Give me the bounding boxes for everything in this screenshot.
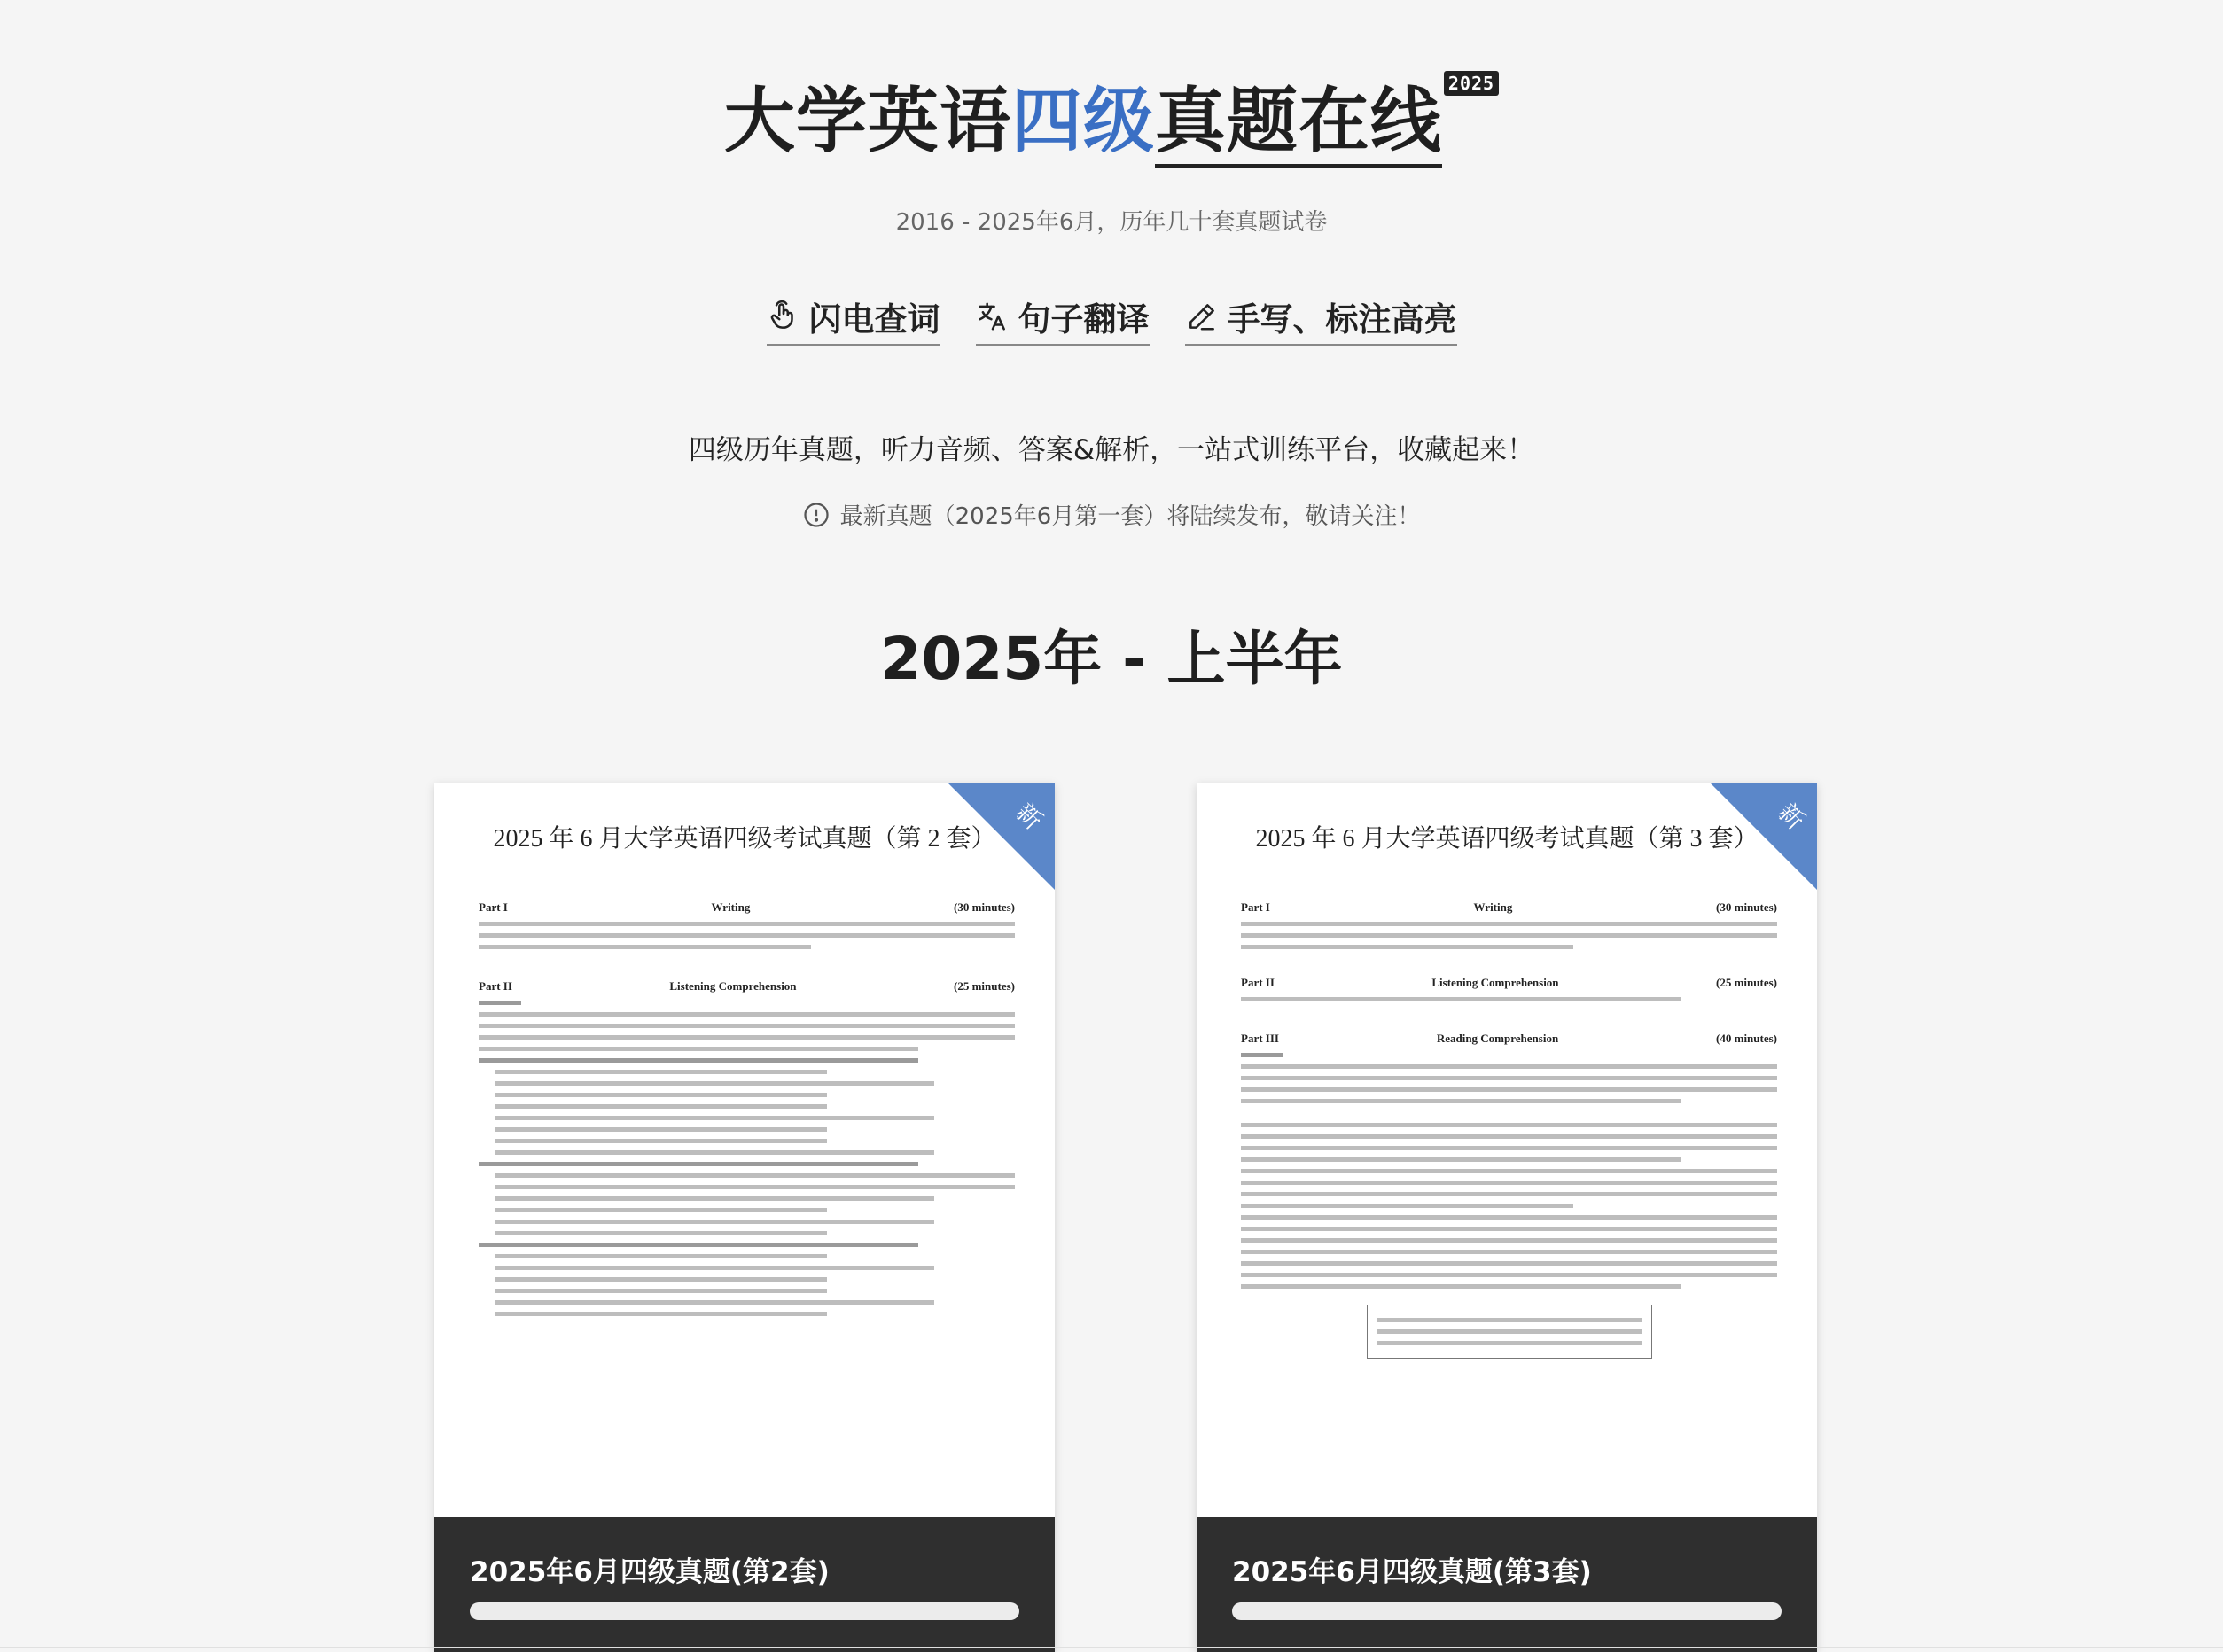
pencil-icon [1185,300,1219,333]
preview-part: Part I Writing (30 minutes) [479,900,1015,914]
feature-annotate[interactable] [1185,292,1457,346]
feature-lookup-label: 闪电查词 [808,300,940,339]
exam-card[interactable] [434,783,1055,1652]
card-overlay [434,1517,1055,1652]
title-part2: 真题在线 [1155,80,1442,168]
feature-lookup[interactable] [767,292,940,346]
title-part1: 大学英语 [723,80,1011,162]
tap-hand-icon [767,300,800,333]
feature-annotate-label: 手写、标注高亮 [1227,300,1457,339]
title-highlight: 四级 [1010,80,1155,162]
divider [0,1647,2223,1648]
progress-bar [470,1602,1019,1620]
card-overlay [1197,1517,1817,1652]
section-title: 2025年 - 上半年 [880,625,1343,693]
info-circle-icon [803,502,830,528]
preview-part: Part II Listening Comprehension (25 minutes) [479,979,1015,993]
preview-part: Part III Reading Comprehension (40 minutes) [1241,1032,1777,1045]
new-ribbon: 新 [948,783,1055,890]
card-title[interactable]: 2025年6月四级真题(第2套) [470,1556,830,1588]
new-ribbon: 新 [1711,783,1817,890]
exam-card[interactable] [1197,783,1817,1652]
preview-title: 2025 年 6 月大学英语四级考试真题（第 2 套） [493,825,996,853]
notice-text: 最新真题（2025年6月第一套）将陆续发布，敬请关注！ [839,503,1421,530]
translate-icon [976,300,1010,333]
preview-title: 2025 年 6 月大学英语四级考试真题（第 3 套） [1255,825,1759,853]
feature-translate-label: 句子翻译 [1018,300,1150,339]
subtitle: 2016 - 2025年6月，历年几十套真题试卷 [895,209,1328,236]
preview-part: Part I Writing (30 minutes) [1241,900,1777,914]
feature-list [0,292,2223,346]
progress-bar [1232,1602,1782,1620]
page-title [0,64,2223,166]
card-title[interactable]: 2025年6月四级真题(第3套) [1232,1556,1592,1588]
preview-part: Part II Listening Comprehension (25 minutes) [1241,976,1777,989]
word-bank-table [1367,1305,1652,1359]
tagline: 四级历年真题，听力音频、答案&解析，一站式训练平台，收藏起来！ [688,434,1535,466]
notice [0,498,2223,531]
year-badge: 2025 [1444,71,1499,96]
feature-translate[interactable] [976,292,1150,346]
